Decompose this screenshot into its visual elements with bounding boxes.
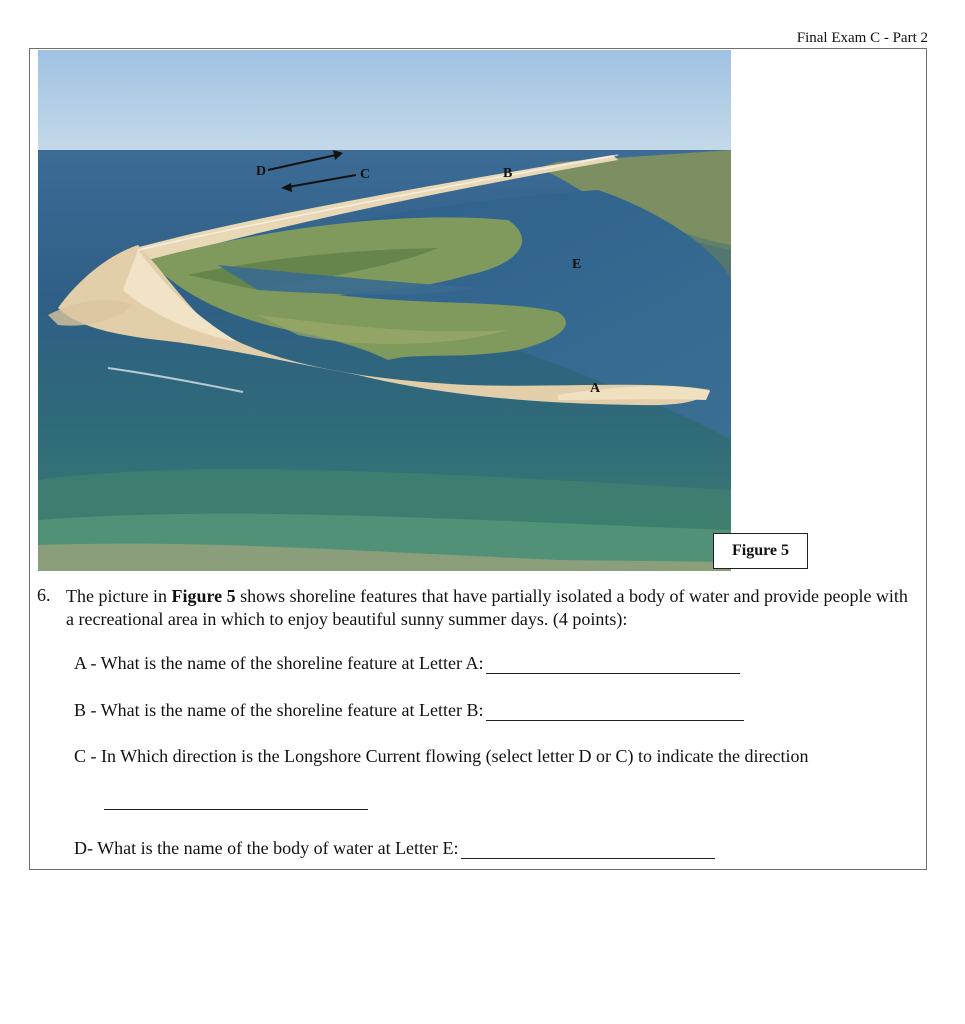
page-header: Final Exam C - Part 2 xyxy=(796,30,928,46)
question-a-text: A - What is the name of the shoreline feature at Letter A: xyxy=(74,653,484,673)
label-a: A xyxy=(590,381,601,396)
question-a xyxy=(74,653,740,674)
question-d-text: D- What is the name of the body of water at Letter E: xyxy=(74,838,459,858)
question-number: 6. xyxy=(37,585,51,605)
label-c: C xyxy=(360,167,371,182)
question-c xyxy=(74,746,808,767)
prompt-text-end: shows shoreline features that have partially isolated a body of water and provide people with a recreational area in which to enjoy beautiful sunny summer days. (4 points): xyxy=(66,586,908,629)
label-e: E xyxy=(572,257,582,272)
answer-a-field[interactable] xyxy=(486,657,740,674)
figure-reference: Figure 5 xyxy=(171,586,236,606)
prompt-text-start: The picture in xyxy=(66,586,172,606)
question-c-text: C - In Which direction is the Longshore Current flowing (select letter D or C) to indicate the direction xyxy=(74,746,809,766)
question-d xyxy=(74,838,715,859)
question-prompt xyxy=(66,585,916,631)
question-b-text: B - What is the name of the shoreline feature at Letter B: xyxy=(74,700,484,720)
answer-c-field[interactable] xyxy=(104,809,368,810)
answer-b-field[interactable] xyxy=(486,704,744,721)
sky xyxy=(38,50,731,162)
coastline-aerial-photo xyxy=(38,50,731,571)
answer-d-field[interactable] xyxy=(461,842,715,859)
figure-caption: Figure 5 xyxy=(713,533,808,569)
label-b: B xyxy=(503,166,513,181)
question-b xyxy=(74,700,744,721)
label-d: D xyxy=(256,164,267,179)
